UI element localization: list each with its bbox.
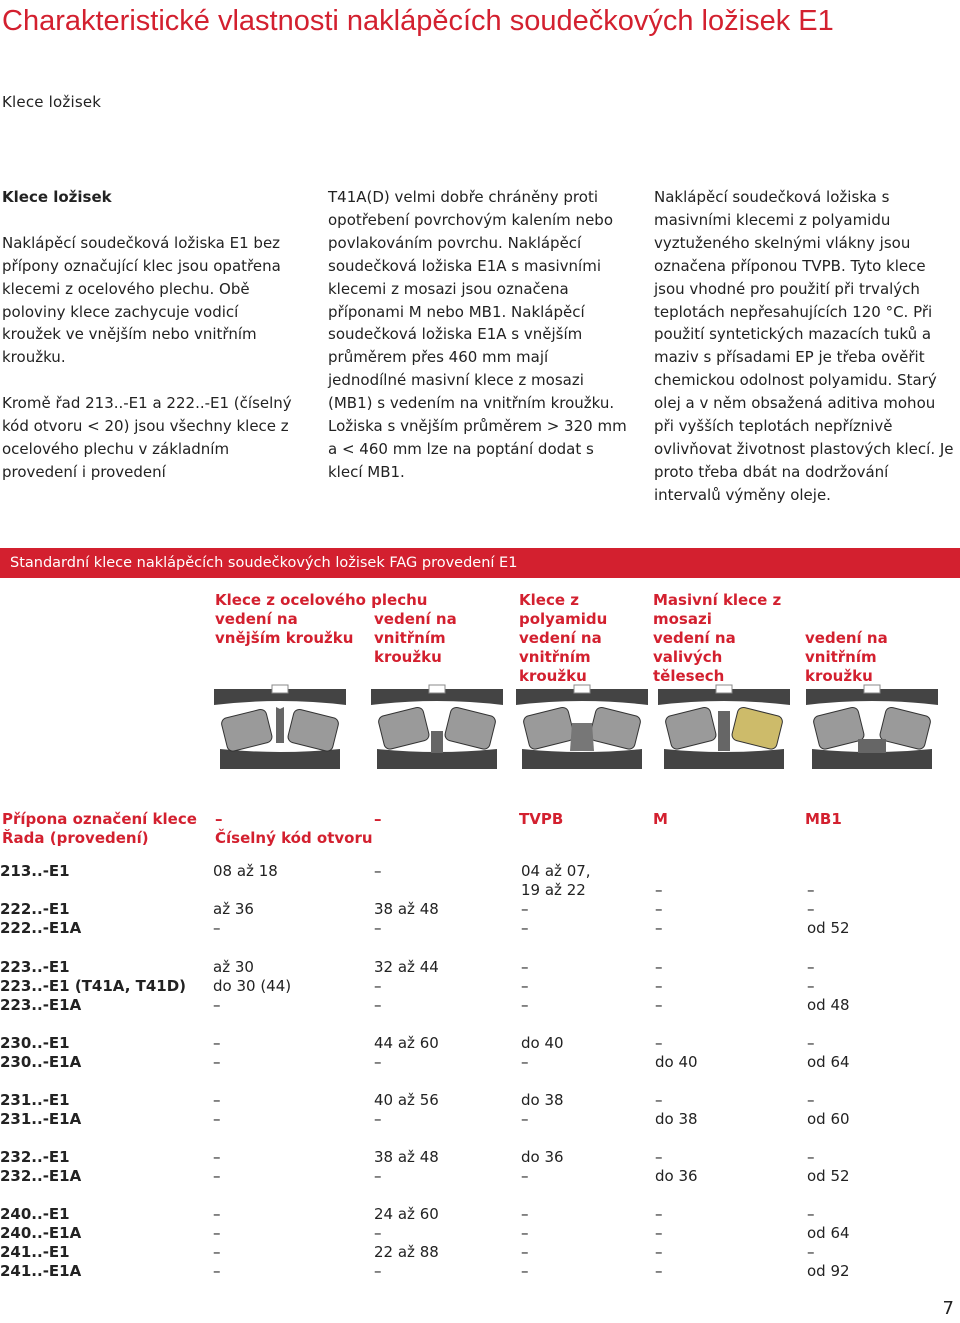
cell-polyamide: – (521, 919, 529, 937)
cell-series: 241..-E1 (0, 1243, 70, 1261)
cell-series: 213..-E1 (0, 862, 70, 880)
cell-polyamide: – (521, 1224, 529, 1242)
header-brass-group: Masivní klece z mosazi (653, 591, 782, 628)
table-row (0, 1148, 960, 1167)
cell-brass-rollers: – (655, 1224, 663, 1242)
cell-steel-inner: – (374, 1110, 382, 1128)
cell-brass-rollers: do 40 (655, 1053, 698, 1071)
cell-brass-rollers: – (655, 919, 663, 937)
cell-brass-inner: – (807, 958, 815, 976)
table-row (0, 1110, 960, 1129)
cell-brass-rollers: – (655, 958, 663, 976)
cell-brass-rollers: – (655, 1091, 663, 1109)
text-column-2 (328, 186, 628, 507)
header-brass-rollers: vedení na valivých tělesech (653, 629, 736, 685)
cell-polyamide: do 38 (521, 1091, 564, 1109)
cell-steel-inner: – (374, 1053, 382, 1071)
cell-steel-outer: – (213, 1205, 221, 1223)
cell-series: 240..-E1A (0, 1224, 82, 1242)
paragraph: T41A(D) velmi dobře chráněny proti opotřebení povrchovým kalením nebo povlakováním povrchu. Naklápěcí soudečková ložiska E1A s masivními klecemi z mosazi jsou označena příponami M nebo MB1. Naklápěcí soudečková ložiska E1A s vnějším průměrem přes 460 mm mají jednodílné masivní klece z mosazi (MB1) s vedením na vnitřním kroužku. Ložiska s vnějším průměrem > 320 mm a < 460 mm lze na poptání dodat s klecí MB1. (328, 188, 627, 481)
bore-label: Číselný kód otvoru (215, 829, 373, 847)
cell-series: 223..-E1 (T41A, T41D) (0, 977, 187, 995)
table-row (0, 977, 960, 996)
cell-brass-rollers: do 38 (655, 1110, 698, 1128)
cell-steel-outer: – (213, 1243, 221, 1261)
bearing-diagram-steel-inner (367, 683, 507, 775)
cell-brass-inner: – (807, 977, 815, 995)
cell-steel-outer: až 30 (213, 958, 254, 976)
header-steel-group: Klece z ocelového plechu (215, 591, 428, 609)
cell-polyamide: – (521, 1205, 529, 1223)
cell-brass-inner: – (807, 1034, 815, 1052)
cell-steel-outer: do 30 (44) (213, 977, 292, 995)
page-title: Charakteristické vlastnosti naklápěcích soudečkových ložisek E1 (2, 5, 834, 37)
cell-steel-outer: – (213, 1167, 221, 1185)
cell-steel-inner: 40 až 56 (374, 1091, 439, 1109)
cell-polyamide: – (521, 977, 529, 995)
cell-steel-outer: – (213, 1224, 221, 1242)
cell-polyamide: – (521, 958, 529, 976)
cell-steel-inner: – (374, 919, 382, 937)
cell-brass-rollers: – (655, 881, 663, 899)
table-row (0, 1224, 960, 1243)
bearing-diagram-steel-outer (210, 683, 350, 775)
cell-brass-inner: – (807, 881, 815, 899)
header-polyamide: Klece z polyamidu vedení na vnitřním kroužku (519, 591, 608, 685)
table-row (0, 881, 960, 900)
table-banner: Standardní klece naklápěcích soudečkových ložisek FAG provedení E1 (0, 548, 960, 578)
cell-series: 222..-E1A (0, 919, 82, 937)
cell-steel-inner: – (374, 1262, 382, 1280)
cell-steel-outer: – (213, 996, 221, 1014)
page-subtitle: Klece ložisek (2, 93, 102, 111)
cell-series: 222..-E1 (0, 900, 70, 918)
header-steel-inner: vedení na vnitřním kroužku (374, 610, 457, 666)
cell-polyamide: – (521, 1243, 529, 1261)
paragraph: Naklápěcí soudečková ložiska E1 bez přípony označující klec jsou opatřena klecemi z ocelového plechu. Obě poloviny klece zachycuje vodicí kroužek ve vnějším nebo vnitřním kroužku. (2, 233, 281, 367)
table-row (0, 919, 960, 938)
section-heading: Klece ložisek (2, 188, 112, 206)
cell-brass-inner: od 92 (807, 1262, 850, 1280)
cell-polyamide: 19 až 22 (521, 881, 586, 899)
cell-polyamide: – (521, 1262, 529, 1280)
cell-steel-inner: – (374, 862, 382, 880)
suffix-steel-outer: – (215, 810, 223, 828)
cell-brass-inner: – (807, 1091, 815, 1109)
paragraph: Naklápěcí soudečková ložiska s masivními klecemi z polyamidu vyztuženého skelnými vlákny jsou označena příponou TVPB. Tyto klece jsou vhodné pro použití při trvalých teplotách nepřesahujících 120 °C. Při použití syntetických mazacích tuků a maziv s přísadami EP je třeba ověřit chemickou odolnost polyamidu. Starý olej a v něm obsažená aditiva mohou při vyšších teplotách nepříznivě ovlivňovat životnost plastových klecí. Je proto třeba dbát na dodržování intervalů výměny oleje. (654, 188, 954, 504)
cell-steel-outer: 08 až 18 (213, 862, 278, 880)
cell-steel-inner: 38 až 48 (374, 900, 439, 918)
cell-brass-inner: od 52 (807, 1167, 850, 1185)
cell-polyamide: – (521, 1167, 529, 1185)
cell-series: 232..-E1A (0, 1167, 82, 1185)
cell-steel-inner: – (374, 996, 382, 1014)
cell-steel-inner: 38 až 48 (374, 1148, 439, 1166)
cell-brass-inner: – (807, 1205, 815, 1223)
cell-polyamide: – (521, 1053, 529, 1071)
cell-series: 231..-E1 (0, 1091, 70, 1109)
cell-steel-outer: – (213, 1053, 221, 1071)
cell-brass-inner: – (807, 1148, 815, 1166)
cell-series: 223..-E1 (0, 958, 70, 976)
bearing-diagram-brass-inner (802, 683, 942, 775)
cell-brass-inner: od 48 (807, 996, 850, 1014)
suffix-brass-inner: MB1 (805, 810, 842, 828)
cell-brass-rollers: – (655, 1243, 663, 1261)
table-row (0, 900, 960, 919)
cell-steel-inner: 32 až 44 (374, 958, 439, 976)
cell-series: 232..-E1 (0, 1148, 70, 1166)
cell-steel-outer: – (213, 1091, 221, 1109)
cell-brass-inner: od 64 (807, 1224, 850, 1242)
header-steel-outer: vedení na vnějším kroužku (215, 610, 354, 647)
table-row (0, 1205, 960, 1224)
cell-brass-inner: od 60 (807, 1110, 850, 1128)
table-row (0, 1091, 960, 1110)
table-row (0, 1053, 960, 1072)
cell-series: 223..-E1A (0, 996, 82, 1014)
cell-polyamide: do 40 (521, 1034, 564, 1052)
cell-brass-inner: od 52 (807, 919, 850, 937)
cell-polyamide: – (521, 900, 529, 918)
table-row (0, 996, 960, 1015)
cell-brass-rollers: – (655, 1148, 663, 1166)
table-row (0, 1243, 960, 1262)
cell-series: 231..-E1A (0, 1110, 82, 1128)
cell-steel-inner: – (374, 977, 382, 995)
page-number: 7 (942, 1298, 954, 1319)
bearing-diagram-brass-rollers (654, 683, 794, 775)
cell-polyamide: 04 až 07, (521, 862, 591, 880)
series-label: Řada (provedení) (2, 829, 149, 847)
table-row (0, 1167, 960, 1186)
cell-polyamide: – (521, 996, 529, 1014)
cell-series: 230..-E1 (0, 1034, 70, 1052)
cell-steel-inner: 24 až 60 (374, 1205, 439, 1223)
cell-steel-outer: – (213, 1110, 221, 1128)
cell-steel-inner: – (374, 1167, 382, 1185)
cell-brass-rollers: – (655, 1262, 663, 1280)
cell-steel-inner: – (374, 1224, 382, 1242)
cell-brass-rollers: – (655, 1034, 663, 1052)
suffix-steel-inner: – (374, 810, 382, 828)
suffix-polyamide: TVPB (519, 810, 564, 828)
cell-series: 241..-E1A (0, 1262, 82, 1280)
bearing-diagram-polyamide (512, 683, 652, 775)
cell-steel-outer: až 36 (213, 900, 254, 918)
cell-brass-rollers: – (655, 900, 663, 918)
cell-brass-inner: – (807, 1243, 815, 1261)
table-row (0, 1034, 960, 1053)
suffix-brass-rollers: M (653, 810, 668, 828)
cell-polyamide: – (521, 1110, 529, 1128)
cell-series: 230..-E1A (0, 1053, 82, 1071)
cell-steel-outer: – (213, 1148, 221, 1166)
cell-series: 240..-E1 (0, 1205, 70, 1223)
text-column-1 (2, 186, 297, 507)
table-row (0, 1262, 960, 1281)
cell-brass-rollers: – (655, 1205, 663, 1223)
text-column-3 (654, 186, 954, 530)
suffix-label: Přípona označení klece (2, 810, 197, 828)
cell-steel-outer: – (213, 919, 221, 937)
cell-brass-inner: – (807, 900, 815, 918)
cell-steel-outer: – (213, 1262, 221, 1280)
table-row (0, 862, 960, 881)
cell-brass-rollers: do 36 (655, 1167, 698, 1185)
table-row (0, 958, 960, 977)
cell-steel-inner: 44 až 60 (374, 1034, 439, 1052)
cell-brass-rollers: – (655, 996, 663, 1014)
header-brass-inner: vedení na vnitřním kroužku (805, 629, 888, 685)
cell-steel-outer: – (213, 1034, 221, 1052)
cell-brass-rollers: – (655, 977, 663, 995)
cell-steel-inner: 22 až 88 (374, 1243, 439, 1261)
cell-polyamide: do 36 (521, 1148, 564, 1166)
cell-brass-inner: od 64 (807, 1053, 850, 1071)
paragraph: Kromě řad 213..-E1 a 222..-E1 (číselný kód otvoru < 20) jsou všechny klece z ocelového plechu v základním provedení i provedení (2, 394, 292, 481)
